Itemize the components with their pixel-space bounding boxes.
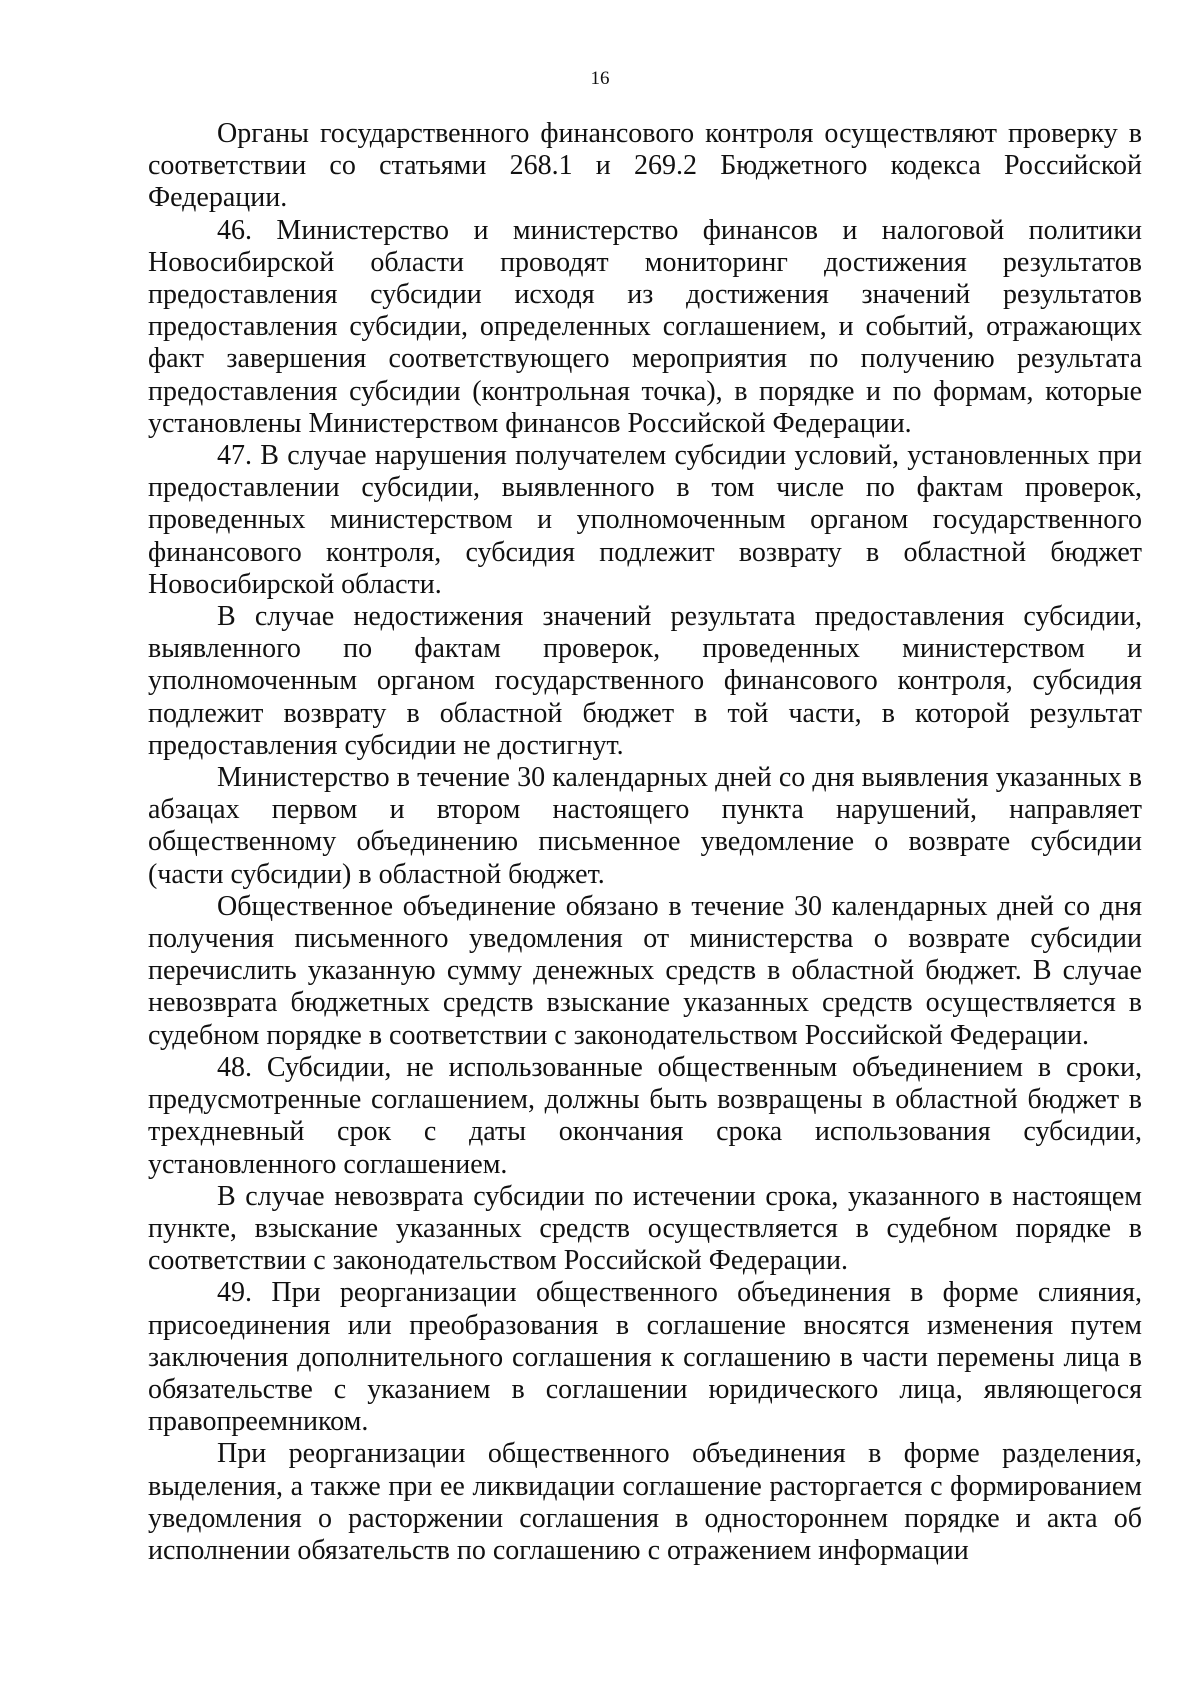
page-number: 16 bbox=[590, 68, 610, 89]
paragraph-49-termination: При реорганизации общественного объединения в форме разделения, выделения, а также при ее ликвидации соглашение расторгается с формированием уведомления о расторжении соглашения в одностороннем порядке и акта об исполнении обязательств по соглашению с отражением информации bbox=[148, 1438, 1142, 1566]
document-body bbox=[148, 118, 1142, 1567]
paragraph-47-refund-obligation: Общественное объединение обязано в течение 30 календарных дней со дня получения письменного уведомления от министерства о возврате субсидии перечислить указанную сумму денежных средств в областной бюджет. В случае невозврата бюджетных средств взыскание указанных средств осуществляется в судебном порядке в соответствии с законодательством Российской Федерации. bbox=[148, 890, 1142, 1051]
paragraph-48-recovery: В случае невозврата субсидии по истечении срока, указанного в настоящем пункте, взыскание указанных средств осуществляется в судебном порядке в соответствии с законодательством Российской Федерации. bbox=[148, 1180, 1142, 1277]
paragraph-47: 47. В случае нарушения получателем субсидии условий, установленных при предоставлении субсидии, выявленного в том числе по фактам проверок, проведенных министерством и уполномоченным органом государственного финансового контроля, субсидия подлежит возврату в областной бюджет Новосибирской области. bbox=[148, 440, 1142, 600]
paragraph-47-underachievement: В случае недостижения значений результата предоставления субсидии, выявленного по фактам проверок, проведенных министерством и уполномоченным органом государственного финансового контроля, субсидия подлежит возврату в областной бюджет в той части, в которой результат предоставления субсидии не достигнут. bbox=[148, 601, 1142, 761]
paragraph-49: 49. При реорганизации общественного объединения в форме слияния, присоединения или преобразования в соглашение вносятся изменения путем заключения дополнительного соглашения к соглашению в части перемены лица в обязательстве с указанием в соглашении юридического лица, являющегося правопреемником. bbox=[148, 1277, 1142, 1438]
paragraph-48: 48. Субсидии, не использованные общественным объединением в сроки, предусмотренные соглашением, должны быть возвращены в областной бюджет в трехдневный срок с даты окончания срока использования субсидии, установленного соглашением. bbox=[148, 1051, 1142, 1180]
paragraph-47-notification: Министерство в течение 30 календарных дней со дня выявления указанных в абзацах первом и втором настоящего пункта нарушений, направляет общественному объединению письменное уведомление о возврате субсидии (части субсидии) в областной бюджет. bbox=[148, 762, 1142, 890]
paragraph-control-bodies: Органы государственного финансового контроля осуществляют проверку в соответствии со статьями 268.1 и 269.2 Бюджетного кодекса Российской Федерации. bbox=[148, 118, 1142, 214]
paragraph-46: 46. Министерство и министерство финансов и налоговой политики Новосибирской области проводят мониторинг достижения результатов предоставления субсидии исходя из достижения значений результатов предоставления субсидии, определенных соглашением, и событий, отражающих факт завершения соответствующего мероприятия по получению результата предоставления субсидии (контрольная точка), в порядке и по формам, которые установлены Министерством финансов Российской Федерации. bbox=[148, 214, 1142, 439]
